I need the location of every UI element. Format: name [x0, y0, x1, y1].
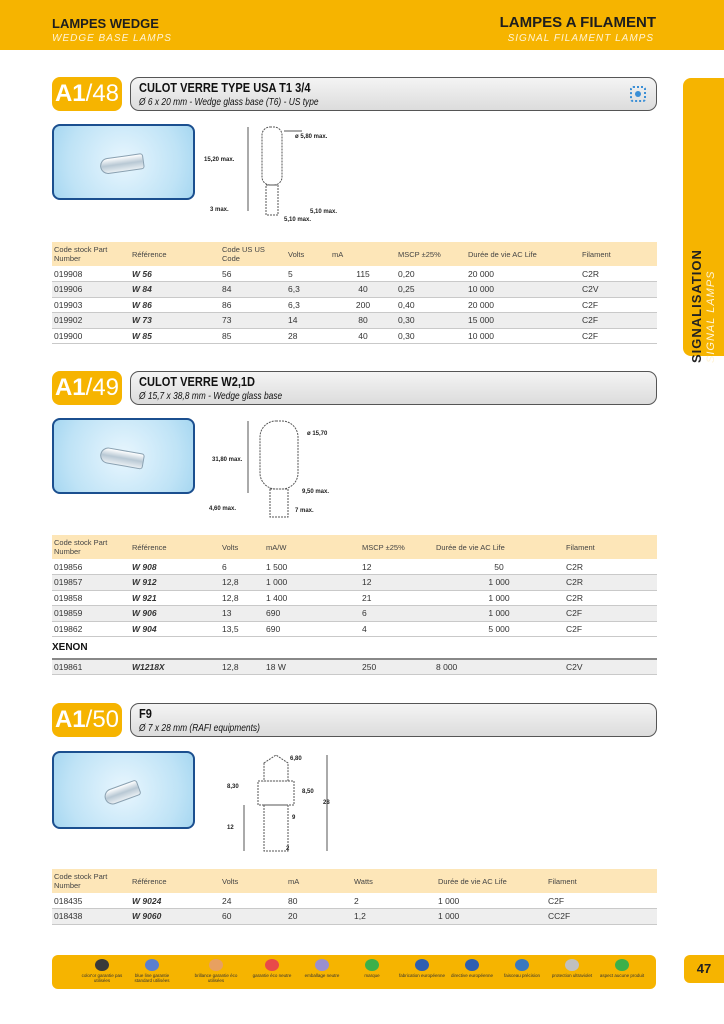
table-cell: 1 000 [436, 909, 546, 925]
dim-label: 9 [292, 815, 296, 821]
section-code: A1/48 [52, 77, 122, 111]
footer-legend-item: color'or garantie pas utilisées [78, 959, 126, 983]
table-cell: 84 [220, 282, 286, 298]
table-cell: 690 [264, 606, 360, 622]
table-cell: 40 [330, 328, 396, 344]
section-code: A1/49 [52, 371, 122, 405]
table-cell: 1 000 [434, 575, 564, 591]
header-right-title: LAMPES A FILAMENT [499, 14, 656, 31]
table-cell: 019862 [52, 621, 130, 637]
table-cell: 1,2 [352, 909, 436, 925]
table-cell: mA/W [264, 535, 360, 559]
lamp-photo [52, 751, 195, 829]
target-icon [630, 86, 646, 102]
table-cell: 56 [220, 266, 286, 282]
table-cell: 019861 [52, 659, 130, 675]
table-cell: 5 000 [434, 621, 564, 637]
lamp-photo [52, 124, 195, 200]
table-cell: 12 [360, 559, 434, 575]
table-row [52, 328, 657, 344]
table-cell: C2R [580, 266, 657, 282]
table-cell: 6,3 [286, 297, 330, 313]
dim-label: 15,20 max. [204, 157, 235, 163]
legend-color-icon [95, 959, 109, 971]
dim-label: 5,10 max. [310, 209, 338, 215]
table-cell: 12,8 [220, 659, 264, 675]
table-row [52, 659, 657, 675]
table-cell: C2R [564, 559, 657, 575]
table-cell: 12 [360, 575, 434, 591]
table-cell: Volts [286, 242, 330, 266]
table-cell: 5 [286, 266, 330, 282]
table-cell: 15 000 [466, 313, 580, 329]
table-cell: 0,30 [396, 313, 466, 329]
table-cell: 0,30 [396, 328, 466, 344]
table-cell: C2V [564, 659, 657, 675]
table-cell: 019856 [52, 559, 130, 575]
footer-legend-item: directive européenne [448, 959, 496, 978]
legend-beam-icon [515, 959, 529, 971]
footer-legend-item: protection ultraviolet [548, 959, 596, 978]
table-row [52, 313, 657, 329]
table-cell: 85 [220, 328, 286, 344]
table-cell: Code stock Part Number [52, 869, 130, 893]
table-cell: 018438 [52, 909, 130, 925]
table-cell: 6 [220, 559, 264, 575]
page-number: 47 [684, 955, 724, 983]
section-code: A1/50 [52, 703, 122, 737]
table-cell: 20 000 [466, 266, 580, 282]
top-header-bar [0, 0, 724, 50]
table-cell: 019902 [52, 313, 130, 329]
table-cell: Code stock Part Number [52, 535, 130, 559]
table-cell: Volts [220, 869, 286, 893]
section-title-box [130, 371, 657, 405]
table-cell: 28 [286, 328, 330, 344]
section-title-box [130, 703, 657, 737]
table-cell: C2F [580, 297, 657, 313]
xenon-table [52, 658, 657, 675]
dim-label: 3 max. [210, 207, 229, 213]
table-cell: 6,3 [286, 282, 330, 298]
table-cell: 21 [360, 590, 434, 606]
lamp-photo [52, 418, 195, 494]
table-cell: Référence [130, 242, 220, 266]
side-tab-title: SIGNALISATION [689, 249, 704, 363]
table-cell: 250 [360, 659, 434, 675]
table-cell: W1218X [130, 659, 220, 675]
table-cell: 12,8 [220, 575, 264, 591]
table-cell: 4 [360, 621, 434, 637]
table-cell: 018435 [52, 893, 130, 909]
table-cell: W 912 [130, 575, 220, 591]
table-row [52, 575, 657, 591]
table-cell: W 906 [130, 606, 220, 622]
table-cell: W 85 [130, 328, 220, 344]
legend-blue-icon [145, 959, 159, 971]
footer-legend-item: blue line garantie standard utilisées [128, 959, 176, 983]
header-left-subtitle: WEDGE BASE LAMPS [52, 33, 172, 44]
dim-label: 9,50 max. [302, 489, 330, 495]
table-cell: 10 000 [466, 282, 580, 298]
table-cell: 1 400 [264, 590, 360, 606]
table-cell: C2R [564, 575, 657, 591]
table-cell: 86 [220, 297, 286, 313]
dim-label: 8,50 [302, 789, 314, 795]
legend-factory-icon [415, 959, 429, 971]
table-cell: 40 [330, 282, 396, 298]
section-title-box [130, 77, 657, 111]
table-row [52, 559, 657, 575]
dim-label: 6,80 [290, 756, 302, 762]
table-cell: 115 [330, 266, 396, 282]
table-cell: 8 000 [434, 659, 564, 675]
table-cell: W 86 [130, 297, 220, 313]
table-cell: W 56 [130, 266, 220, 282]
table-cell: 1 000 [264, 575, 360, 591]
spec-table [52, 535, 657, 637]
dimension-diagram [202, 747, 402, 859]
table-cell: Filament [564, 535, 657, 559]
table-row [52, 297, 657, 313]
table-cell: mA [330, 242, 396, 266]
footer-legend-item: faisceau précision [498, 959, 546, 978]
section-title: F9 [139, 706, 152, 721]
table-cell: W 84 [130, 282, 220, 298]
table-cell: W 9024 [130, 893, 220, 909]
table-cell: 1 000 [436, 893, 546, 909]
table-cell: C2F [546, 893, 657, 909]
table-cell: 019906 [52, 282, 130, 298]
table-cell: 1 500 [264, 559, 360, 575]
table-cell: 20 [286, 909, 352, 925]
xenon-label: XENON [52, 642, 88, 653]
table-cell: 14 [286, 313, 330, 329]
table-cell: 80 [330, 313, 396, 329]
table-cell: C2F [580, 328, 657, 344]
legend-box-icon [315, 959, 329, 971]
table-cell: 24 [220, 893, 286, 909]
spec-table [52, 869, 657, 925]
section-title: CULOT VERRE W2,1D [139, 374, 256, 389]
table-cell: W 908 [130, 559, 220, 575]
table-header-row [52, 242, 657, 266]
table-cell: MSCP ±25% [360, 535, 434, 559]
spec-table [52, 242, 657, 344]
table-cell: 019859 [52, 606, 130, 622]
side-tab [683, 78, 724, 363]
table-cell: Code stock Part Number [52, 242, 130, 266]
table-header-row [52, 535, 657, 559]
legend-brand-icon [365, 959, 379, 971]
header-left-title: LAMPES WEDGE [52, 16, 159, 31]
table-cell: 10 000 [466, 328, 580, 344]
table-cell: C2F [580, 313, 657, 329]
table-cell: 18 W [264, 659, 360, 675]
dim-label: ø 5,80 max. [295, 134, 328, 140]
table-cell: 50 [434, 559, 564, 575]
table-cell: 019900 [52, 328, 130, 344]
table-row [52, 282, 657, 298]
table-cell: 1 000 [434, 590, 564, 606]
table-cell: 13 [220, 606, 264, 622]
table-cell: Durée de vie AC Life [466, 242, 580, 266]
section-subtitle: Ø 6 x 20 mm - Wedge glass base (T6) - US type [139, 96, 319, 108]
section-title: CULOT VERRE TYPE USA T1 3/4 [139, 80, 311, 95]
table-cell: C2F [564, 606, 657, 622]
table-row [52, 266, 657, 282]
table-cell: C2F [564, 621, 657, 637]
table-cell: CC2F [546, 909, 657, 925]
legend-product-icon [615, 959, 629, 971]
dim-label: 2 [286, 846, 290, 852]
lamp-bulb-icon [102, 779, 141, 806]
dim-label: 12 [227, 825, 234, 831]
footer-legend-item: aspect aucune produit [598, 959, 646, 978]
table-cell: Référence [130, 535, 220, 559]
table-row [52, 621, 657, 637]
footer-legend-bar [52, 955, 656, 989]
table-cell: Filament [546, 869, 657, 893]
table-cell: MSCP ±25% [396, 242, 466, 266]
table-cell: W 921 [130, 590, 220, 606]
table-row [52, 606, 657, 622]
table-cell: 0,40 [396, 297, 466, 313]
table-cell: 1 000 [434, 606, 564, 622]
dim-label: ø 15,70 [307, 431, 328, 437]
table-cell: W 904 [130, 621, 220, 637]
table-row [52, 893, 657, 909]
dim-label: 7 max. [295, 508, 314, 514]
dim-label: 8,30 [227, 784, 239, 790]
legend-uv-icon [565, 959, 579, 971]
table-cell: Durée de vie AC Life [434, 535, 564, 559]
dim-label: 28 [323, 800, 330, 806]
dim-label: 5,10 max. [284, 217, 312, 223]
lamp-bulb-icon [99, 153, 145, 175]
table-cell: 200 [330, 297, 396, 313]
table-cell: C2R [564, 590, 657, 606]
table-row [52, 590, 657, 606]
legend-directive-icon [465, 959, 479, 971]
table-cell: Code US US Code [220, 242, 286, 266]
table-cell: 60 [220, 909, 286, 925]
table-cell: 019903 [52, 297, 130, 313]
table-cell: Volts [220, 535, 264, 559]
table-cell: 019858 [52, 590, 130, 606]
table-cell: Filament [580, 242, 657, 266]
legend-brillance-icon [209, 959, 223, 971]
table-cell: Watts [352, 869, 436, 893]
table-cell: 2 [352, 893, 436, 909]
footer-legend-item: marque [348, 959, 396, 978]
table-cell: 6 [360, 606, 434, 622]
table-cell: 019857 [52, 575, 130, 591]
side-tab-subtitle: SIGNAL LAMPS [705, 270, 717, 363]
table-cell: W 9060 [130, 909, 220, 925]
footer-legend-item: garantie éco neutre [248, 959, 296, 978]
table-cell: 0,20 [396, 266, 466, 282]
table-cell: 12,8 [220, 590, 264, 606]
table-cell: 80 [286, 893, 352, 909]
table-cell: 019908 [52, 266, 130, 282]
table-header-row [52, 869, 657, 893]
lamp-bulb-icon [99, 446, 145, 469]
footer-legend-item: emballage neutre [298, 959, 346, 978]
table-cell: 20 000 [466, 297, 580, 313]
footer-legend-item: fabrication européenne [398, 959, 446, 978]
legend-eco-icon [265, 959, 279, 971]
table-row [52, 909, 657, 925]
table-cell: 690 [264, 621, 360, 637]
table-cell: 13,5 [220, 621, 264, 637]
table-cell: mA [286, 869, 352, 893]
dim-label: 4,60 max. [209, 506, 237, 512]
table-cell: Durée de vie AC Life [436, 869, 546, 893]
dim-label: 31,80 max. [212, 457, 243, 463]
table-cell: 0,25 [396, 282, 466, 298]
section-subtitle: Ø 15,7 x 38,8 mm - Wedge glass base [139, 390, 283, 402]
table-cell: 73 [220, 313, 286, 329]
table-cell: W 73 [130, 313, 220, 329]
footer-legend-item: brillance garantie éco utilisées [192, 959, 240, 983]
table-cell: C2V [580, 282, 657, 298]
table-cell: Référence [130, 869, 220, 893]
section-subtitle: Ø 7 x 28 mm (RAFI equipments) [139, 722, 260, 734]
header-right-subtitle: SIGNAL FILAMENT LAMPS [507, 33, 654, 44]
